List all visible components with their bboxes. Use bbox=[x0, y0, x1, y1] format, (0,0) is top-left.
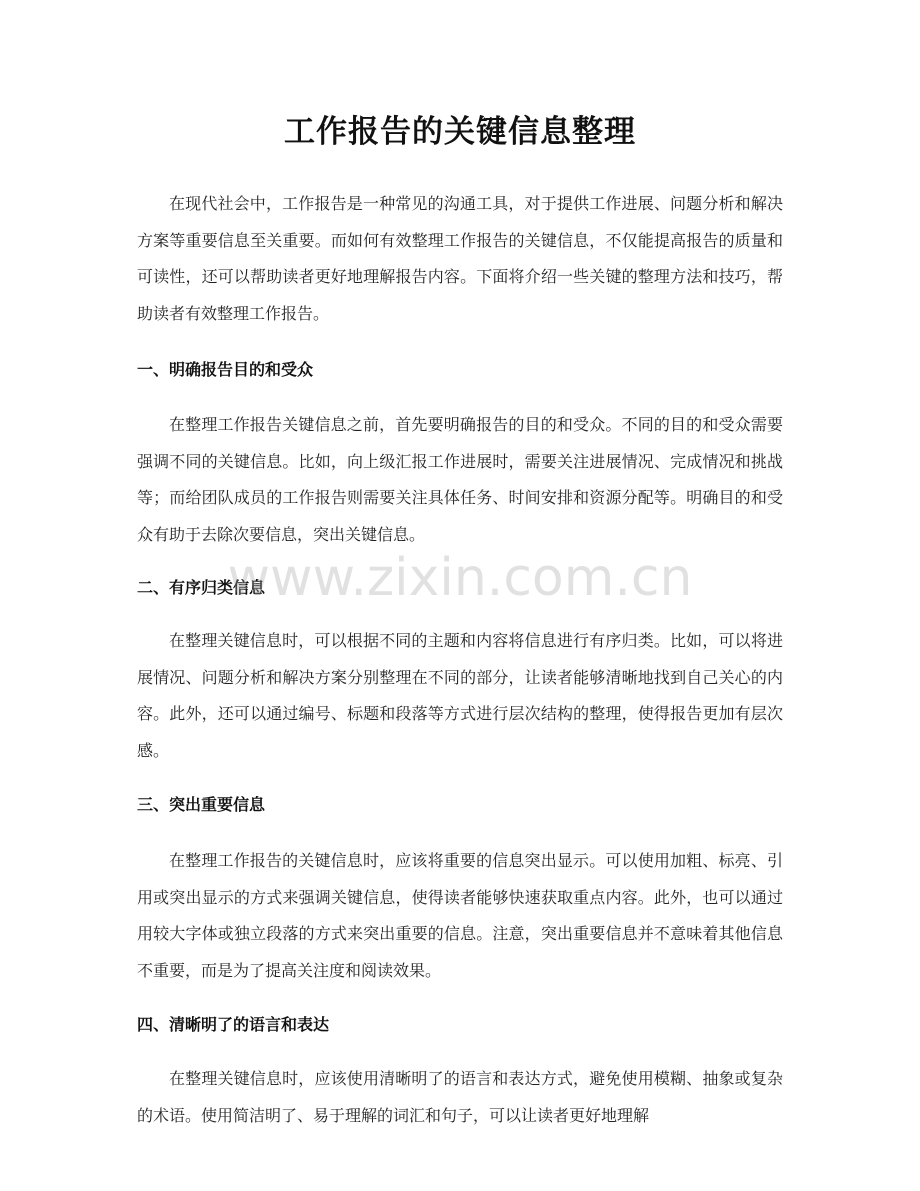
section-heading-2: 二、有序归类信息 bbox=[137, 578, 266, 597]
section-body-2: 在整理关键信息时，可以根据不同的主题和内容将信息进行有序归类。比如，可以将进展情况、问题分析和解决方案分别整理在不同的部分，让读者能够清晰地找到自己关心的内容。此外，还可以通过编号、标题和段落等方式进行层次结构的整理，使得报告更加有层次感。 bbox=[137, 631, 783, 760]
section-body-3: 在整理工作报告的关键信息时，应该将重要的信息突出显示。可以使用加粗、标亮、引用或突出显示的方式来强调关键信息，使得读者能够快速获取重点内容。此外，也可以通过用较大字体或独立段落的方式来突出重要的信息。注意，突出重要信息并不意味着其他信息不重要，而是为了提高关注度和阅读效果。 bbox=[137, 851, 783, 980]
document-title: 工作报告的关键信息整理 bbox=[284, 114, 636, 150]
section-body-1: 在整理工作报告关键信息之前，首先要明确报告的目的和受众。不同的目的和受众需要强调不同的关键信息。比如，向上级汇报工作进展时，需要关注进展情况、完成情况和挑战等；而给团队成员的工作报告则需要关注具体任务、时间安排和资源分配等。明确目的和受众有助于去除次要信息，突出关键信息。 bbox=[137, 415, 783, 544]
section-body-4: 在整理关键信息时，应该使用清晰明了的语言和表达方式，避免使用模糊、抽象或复杂的术语。使用简洁明了、易于理解的词汇和句子，可以让读者更好地理解 bbox=[137, 1069, 783, 1125]
section-heading-4: 四、清晰明了的语言和表达 bbox=[137, 1015, 330, 1034]
section-heading-1: 一、明确报告目的和受众 bbox=[137, 360, 314, 379]
section-heading-3: 三、突出重要信息 bbox=[137, 795, 266, 814]
watermark-text: www.zixin.com.cn bbox=[227, 548, 693, 608]
intro-paragraph: 在现代社会中，工作报告是一种常见的沟通工具，对于提供工作进展、问题分析和解决方案等重要信息至关重要。而如何有效整理工作报告的关键信息，不仅能提高报告的质量和可读性，还可以帮助读者更好地理解报告内容。下面将介绍一些关键的整理方法和技巧，帮助读者有效整理工作报告。 bbox=[137, 194, 783, 323]
